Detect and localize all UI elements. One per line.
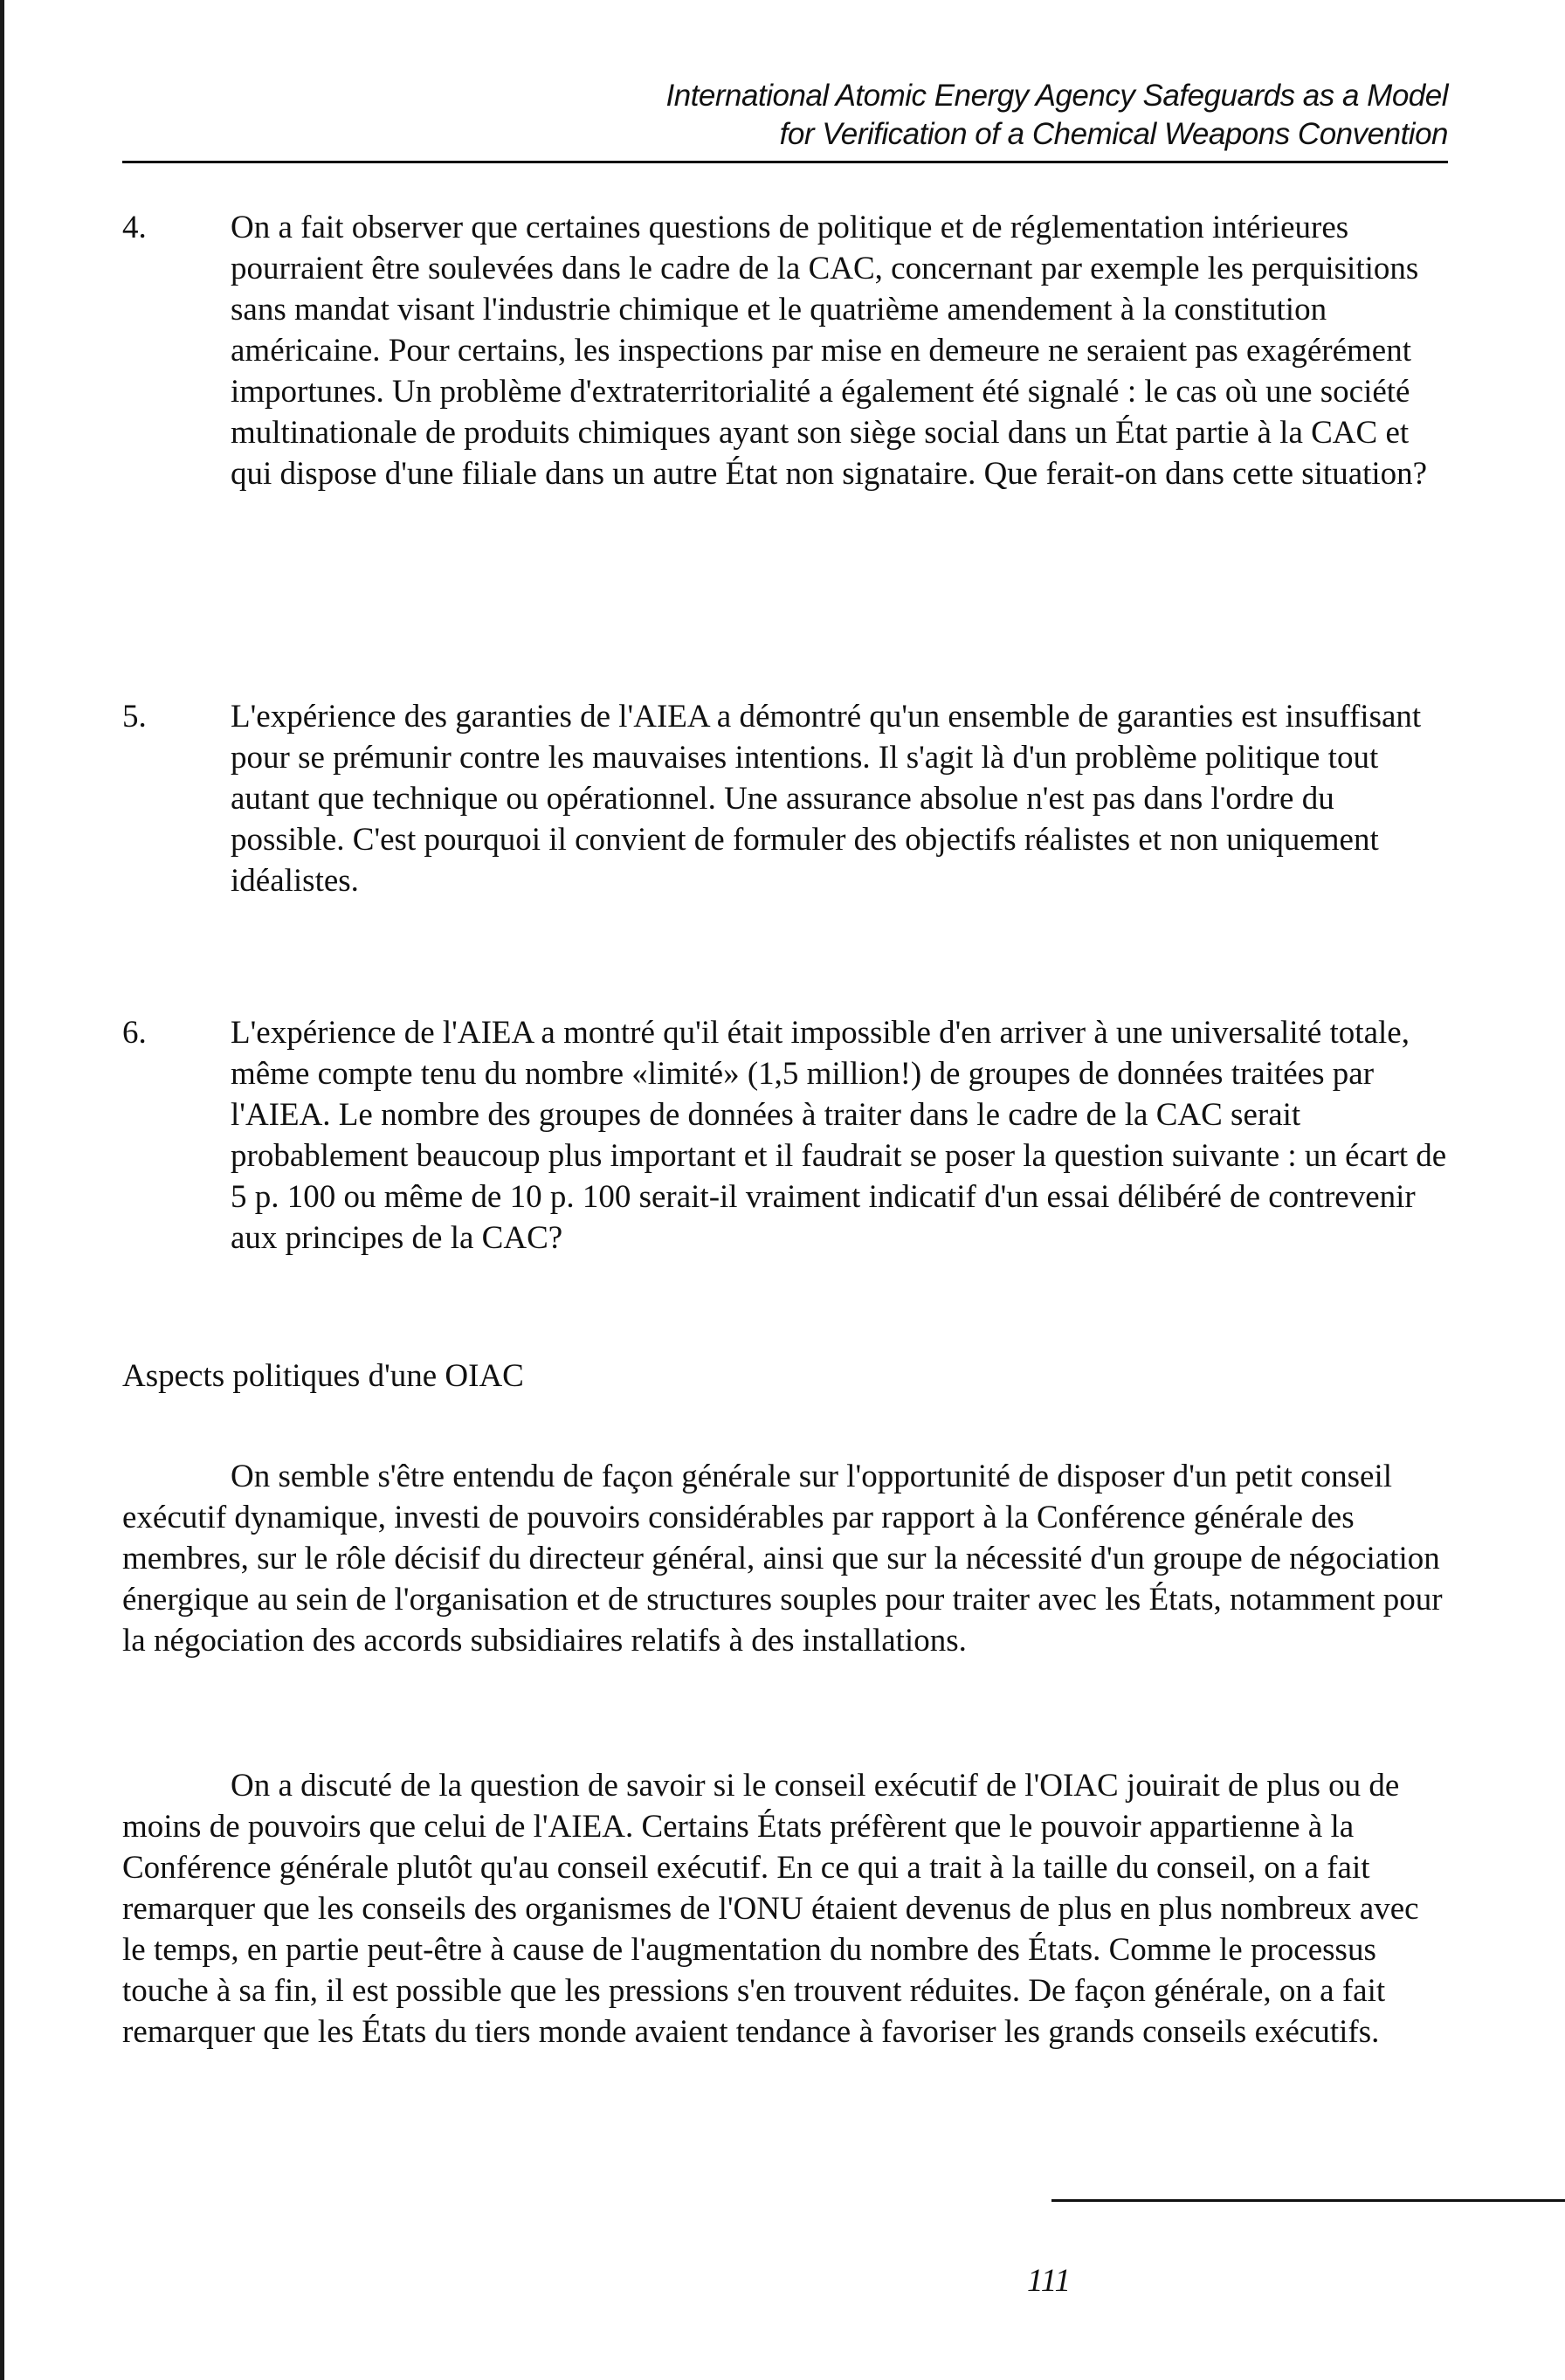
- running-header-line-2: for Verification of a Chemical Weapons Convention: [779, 117, 1448, 151]
- header-rule: [122, 161, 1448, 163]
- body-paragraph-1: On semble s'être entendu de façon générale sur l'opportunité de disposer d'un petit conseil exécutif dynamique, investi de pouvoirs considérables par rapport à la Conférence générale des membres, sur le rôle décisif du directeur général, ainsi que sur la nécessité d'un groupe de négociation énergique au sein de l'organisation et de structures souples pour traiter avec les États, notamment pour la négociation des accords subsidiaires relatifs à des installations.: [122, 1459, 1443, 1659]
- running-header: [122, 77, 1448, 154]
- scan-border: [0, 0, 4, 2380]
- numbered-item-5: [122, 696, 1450, 901]
- page-number: 111: [1027, 2263, 1072, 2299]
- body-paragraph-2: On a discuté de la question de savoir si le conseil exécutif de l'OIAC jouirait de plus ou de moins de pouvoirs que celui de l'AIEA. Certains États préfèrent que le pouvoir appartienne à la Conférence générale plutôt qu'au conseil exécutif. En ce qui a trait à la taille du conseil, on a fait remarquer que les conseils des organismes de l'ONU étaient devenus de plus en plus nombreux avec le temps, en partie peut-être à cause de l'augmentation du nombre des États. Comme le processus touche à sa fin, il est possible que les pressions s'en trouvent réduites. De façon générale, on a fait remarquer que les États du tiers monde avaient tendance à favoriser les grands conseils exécutifs.: [122, 1768, 1419, 2050]
- running-header-line-1: International Atomic Energy Agency Safeguards as a Model: [665, 79, 1448, 113]
- item-number: 6.: [122, 1015, 147, 1051]
- footer-rule: [1051, 2199, 1565, 2202]
- numbered-item-6: [122, 1012, 1450, 1259]
- item-number: 4.: [122, 210, 147, 245]
- item-text: L'expérience des garanties de l'AIEA a démontré qu'un ensemble de garanties est insuffisant pour se prémunir contre les mauvaises intentions. Il s'agit là d'un problème politique tout autant que technique ou opérationnel. Une assurance absolue n'est pas dans l'ordre du possible. C'est pourquoi il convient de formuler des objectifs réalistes et non uniquement idéalistes.: [231, 699, 1422, 899]
- item-number: 5.: [122, 699, 147, 735]
- item-text: On a fait observer que certaines questions de politique et de réglementation intérieures pourraient être soulevées dans le cadre de la CAC, concernant par exemple les perquisitions sans mandat visant l'industrie chimique et le quatrième amendement à la constitution américaine. Pour certains, les inspections par mise en demeure ne seraient pas exagérément importunes. Un problème d'extraterritorialité a également été signalé : le cas où une société multinationale de produits chimiques ayant son siège social dans un État partie à la CAC et qui dispose d'une filiale dans un autre État non signataire. Que ferait-on dans cette situation?: [231, 210, 1428, 492]
- numbered-item-4: [122, 207, 1450, 494]
- item-text: L'expérience de l'AIEA a montré qu'il était impossible d'en arriver à une universalité totale, même compte tenu du nombre «limité» (1,5 million!) de groupes de données traitées par l'AIEA. Le nombre des groupes de données à traiter dans le cadre de la CAC serait probablement beaucoup plus important et il faudrait se poser la question suivante : un écart de 5 p. 100 ou même de 10 p. 100 serait-il vraiment indicatif d'un essai délibéré de contrevenir aux principes de la CAC?: [231, 1015, 1447, 1256]
- section-heading: Aspects politiques d'une OIAC: [122, 1358, 524, 1394]
